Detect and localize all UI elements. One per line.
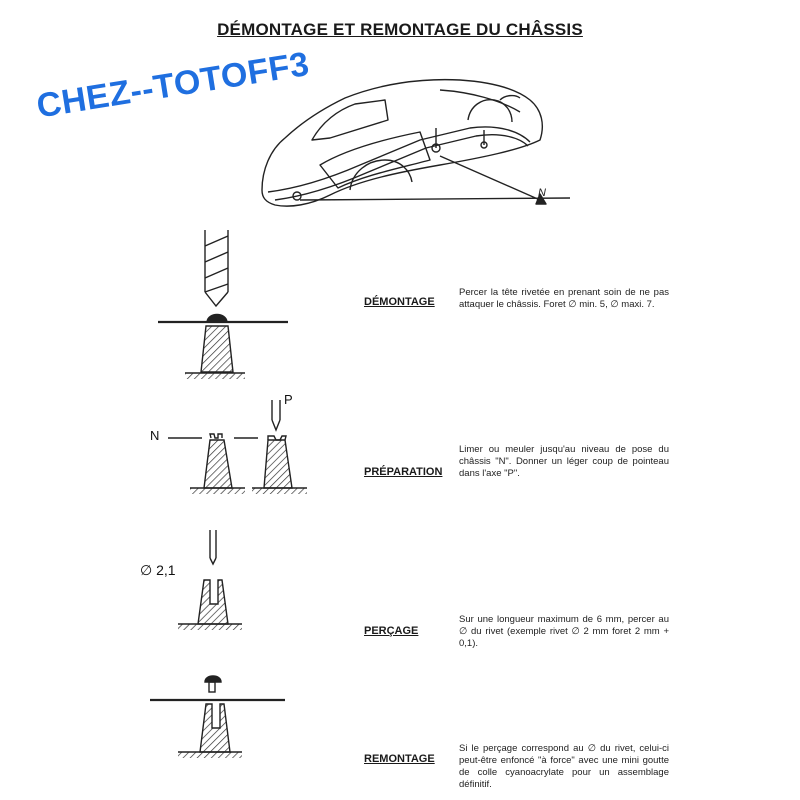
page-title: DÉMONTAGE ET REMONTAGE DU CHÂSSIS xyxy=(217,20,583,39)
remontage-illustration xyxy=(150,676,285,758)
step-label-preparation: PRÉPARATION xyxy=(364,466,443,478)
car-body-illustration xyxy=(262,80,570,206)
diameter-label: ∅ 2,1 xyxy=(140,562,176,578)
step-label-remontage: REMONTAGE xyxy=(364,753,435,765)
demontage-illustration xyxy=(158,230,288,379)
watermark-text: CHEZ--TOTOFF3 xyxy=(34,44,312,126)
percage-illustration xyxy=(178,530,242,630)
step-text-demontage: Percer la tête rivetée en prenant soin de ne pas attaquer le châssis. Foret ∅ min. 5, ∅ maxi. 7. xyxy=(459,287,669,310)
step-text-preparation: Limer ou meuler jusqu'au niveau de pose du châssis "N". Donner un léger coup de pointeau dans l'axe "P". xyxy=(459,444,669,479)
preparation-illustration xyxy=(168,400,307,494)
p-label-prep: P xyxy=(284,392,293,407)
n-label-prep: N xyxy=(150,428,160,443)
step-text-remontage: Si le perçage correspond au ∅ du rivet, celui-ci peut-être enfoncé "à force" avec une mini goutte de colle cyanoacrylate pour un assemblage définitif. xyxy=(459,743,669,790)
step-label-demontage: DÉMONTAGE xyxy=(364,296,435,308)
step-text-percage: Sur une longueur maximum de 6 mm, percer au ∅ du rivet (exemple rivet ∅ 2 mm foret 2 mm + 0,1). xyxy=(459,614,669,649)
n-label-car: N xyxy=(538,187,546,199)
step-label-percage: PERÇAGE xyxy=(364,625,419,637)
